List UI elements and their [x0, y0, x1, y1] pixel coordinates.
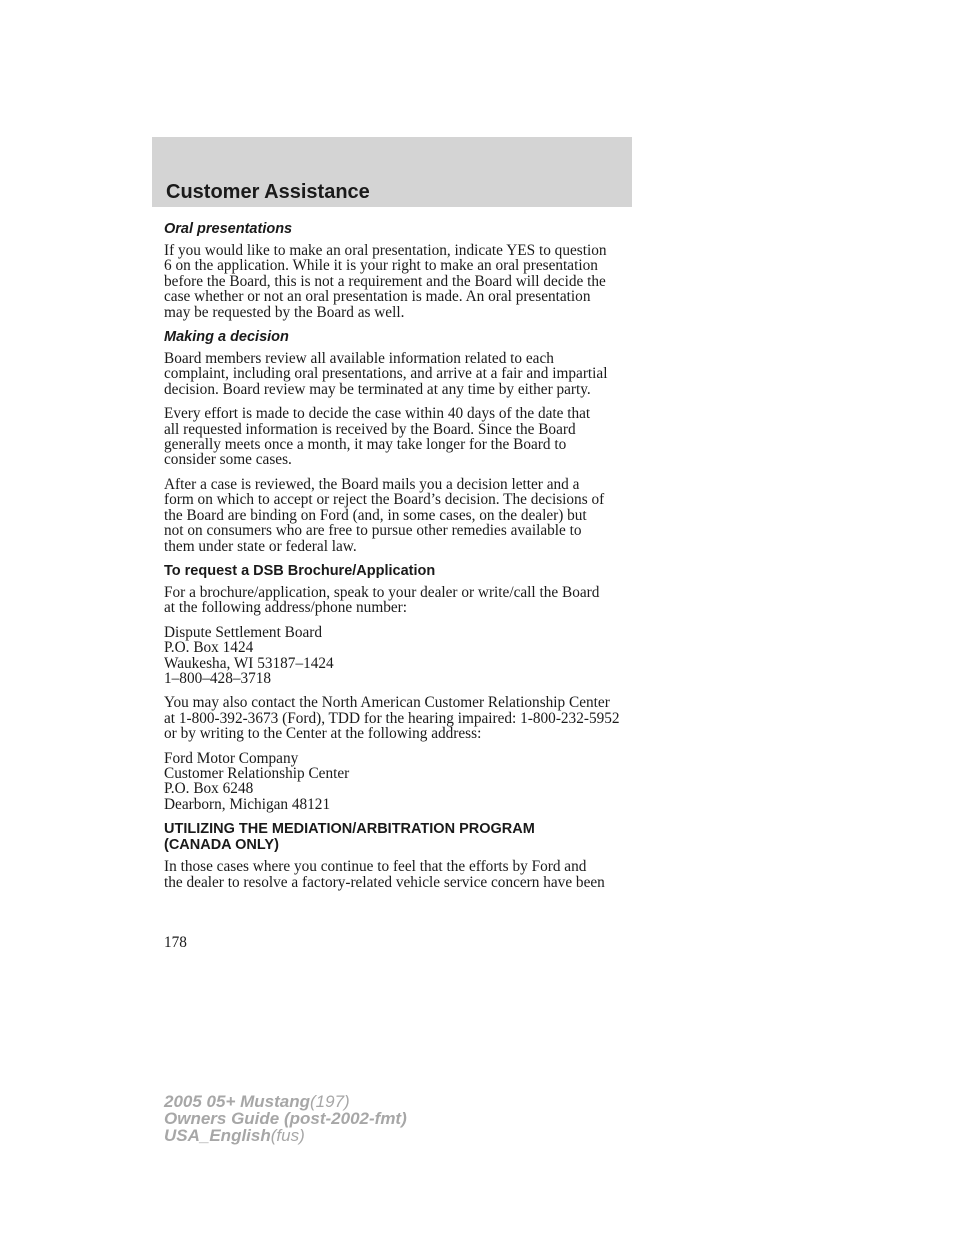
text-line: at 1-800-392-3673 (Ford), TDD for the hearing impaired: 1-800-232-5952 [164, 709, 620, 727]
text-line: After a case is reviewed, the Board mails you a decision letter and a [164, 475, 580, 493]
text-line: at the following address/phone number: [164, 599, 407, 617]
address-line: P.O. Box 6248 [164, 780, 254, 798]
text-line: decision. Board review may be terminated at any time by either party. [164, 380, 591, 398]
section-title: Customer Assistance [166, 181, 370, 203]
document-footer [164, 1093, 407, 1144]
footer-guide: Owners Guide (post-2002-fmt) [164, 1109, 407, 1128]
text-line: Board members review all available information related to each [164, 350, 554, 368]
address-line: Ford Motor Company [164, 749, 299, 767]
text-line: You may also contact the North American Customer Relationship Center [164, 694, 610, 712]
text-line: the Board are binding on Ford (and, in some cases, on the dealer) but [164, 506, 587, 524]
text-line: them under state or federal law. [164, 537, 357, 555]
page-number: 178 [164, 934, 187, 951]
text-line: may be requested by the Board as well. [164, 303, 405, 321]
footer-model: 2005 05+ Mustang [164, 1092, 310, 1111]
text-line: before the Board, this is not a requirement and the Board will decide the [164, 272, 606, 290]
text-line: If you would like to make an oral presentation, indicate YES to question [164, 242, 607, 259]
paragraph-brochure-request [164, 585, 636, 616]
text-line: consider some cases. [164, 451, 292, 469]
address-line: P.O. Box 1424 [164, 639, 254, 657]
text-line: or by writing to the Center at the following address: [164, 725, 482, 743]
paragraph-decision-timing [164, 406, 636, 468]
subheading-making-a-decision: Making a decision [164, 329, 289, 346]
subheading-oral-presentations: Oral presentations [164, 221, 293, 237]
text-line: In those cases where you continue to feel that the efforts by Ford and [164, 858, 587, 876]
paragraph-canada-program [164, 859, 636, 890]
address-line: Dearborn, Michigan 48121 [164, 795, 331, 813]
heading-dsb-brochure [164, 563, 636, 579]
address-line: Dispute Settlement Board [164, 623, 323, 641]
address-line: Customer Relationship Center [164, 764, 350, 782]
text-line: For a brochure/application, speak to your dealer or write/call the Board [164, 583, 600, 601]
address-dispute-settlement-board [164, 625, 636, 687]
text-line: case whether or not an oral presentation is made. An oral presentation [164, 288, 591, 306]
footer-line [164, 1093, 407, 1110]
address-line: Waukesha, WI 53187–1424 [164, 654, 334, 672]
text-line: form on which to accept or reject the Board’s decision. The decisions of [164, 491, 605, 509]
paragraph-relationship-center [164, 695, 636, 741]
heading-line: (CANADA ONLY) [164, 837, 279, 854]
text-line: Every effort is made to decide the case within 40 days of the date that [164, 405, 591, 423]
text-line: complaint, including oral presentations, and arrive at a fair and impartial [164, 365, 608, 383]
text-line: 6 on the application. While it is your right to make an oral presentation [164, 257, 598, 275]
heading-canada-program [164, 821, 636, 853]
footer-language-code: (fus) [270, 1126, 305, 1145]
paragraph-board-review [164, 351, 636, 397]
phone-number: 1–800–428–3718 [164, 669, 272, 687]
heading-line: UTILIZING THE MEDIATION/ARBITRATION PROGRAM [164, 821, 535, 838]
text-line: not on consumers who are free to pursue other remedies available to [164, 522, 582, 540]
paragraph-oral-presentations [164, 243, 636, 320]
section-header-band [152, 137, 632, 207]
heading-line: To request a DSB Brochure/Application [164, 562, 436, 579]
text-line: generally meets once a month, it may take longer for the Board to [164, 436, 567, 454]
page-content [164, 221, 636, 899]
text-line: all requested information is received by the Board. Since the Board [164, 420, 576, 438]
paragraph-decision-letter [164, 477, 636, 554]
footer-line [164, 1110, 407, 1127]
footer-language: USA_English [164, 1126, 271, 1145]
address-ford-motor-company [164, 751, 636, 813]
footer-line [164, 1127, 407, 1144]
text-line: the dealer to resolve a factory-related vehicle service concern have been [164, 873, 605, 891]
footer-model-code: (197) [310, 1092, 350, 1111]
